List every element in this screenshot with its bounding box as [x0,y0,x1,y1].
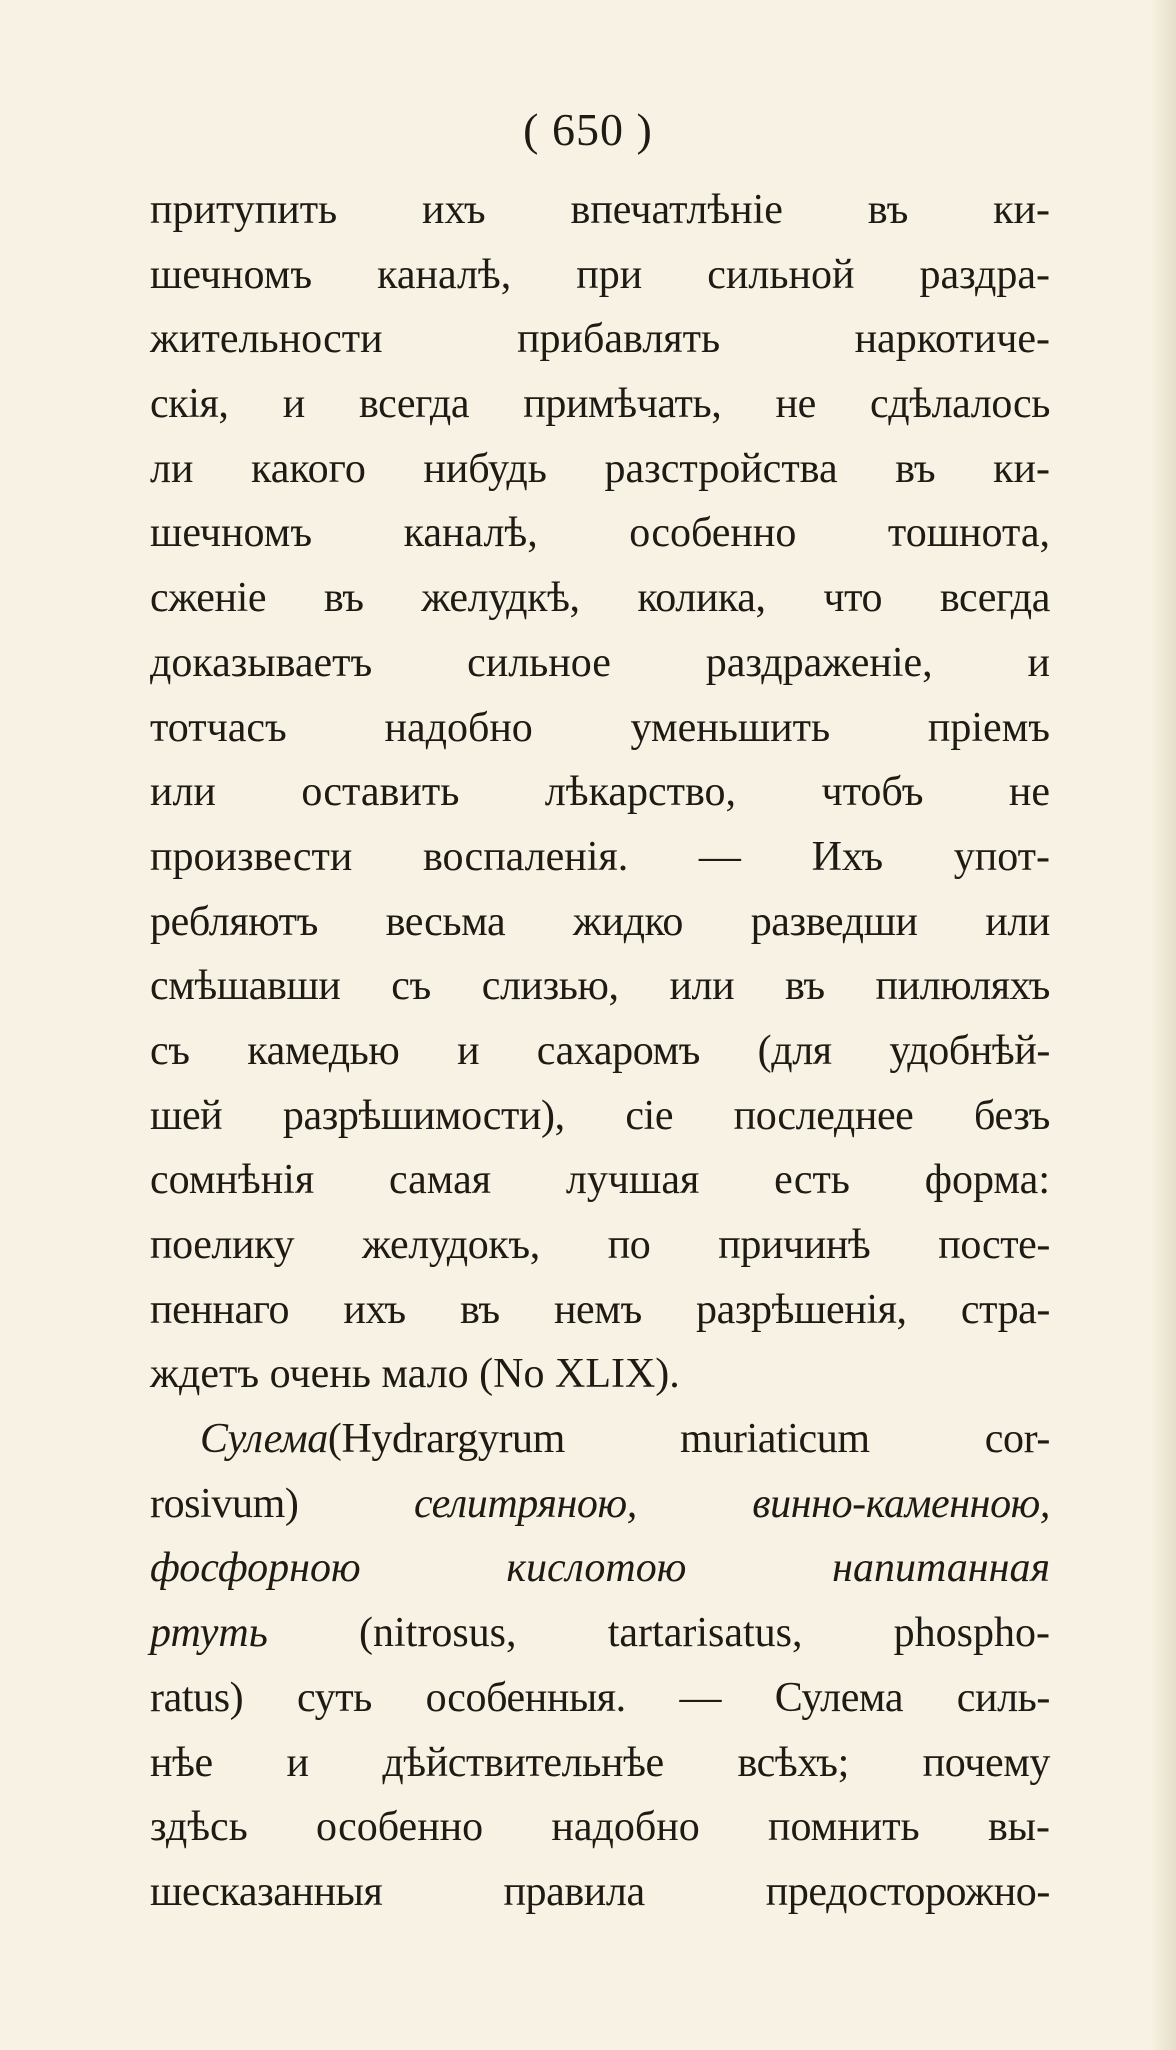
text-line: съ камедью и сахаромъ (для удобнѣй- [150,1027,1050,1074]
text-line: фосфорною кислотою напитанная [150,1545,1050,1592]
page-number: ( 650 ) [523,104,653,155]
latin-forms: (nitrosus, tartarisatus, phospho- [359,1610,1051,1657]
salt-types: селитряною, винно-каменною, [413,1480,1050,1527]
text-line: доказываетъ сильное раздраженіе, и [150,639,1050,686]
text-line: шечномъ каналѣ, особенно тошнота, [150,510,1050,557]
text-line: смѣшавши съ слизью, или въ пилюляхъ [150,963,1050,1010]
text-line [150,1601,1050,1666]
text-line: скія, и всегда примѣчать, не сдѣлалось [150,381,1050,428]
text-line: шесказанныя правила предосторожно- [150,1868,1050,1915]
text-line: сомнѣнія самая лучшая есть форма: [150,1157,1050,1204]
text-line: тотчасъ надобно уменьшить пріемъ [150,704,1050,751]
text-line: притупить ихъ впечатлѣніе въ ки- [150,187,1050,233]
text-line: ждетъ очень мало (No XLIX). [150,1351,680,1398]
text-line: произвести воспаленія. — Ихъ упот- [150,833,1050,880]
text-line: нѣе и дѣйствительнѣе всѣхъ; почему [150,1739,1050,1786]
latin-name-end: rosivum) [150,1480,299,1527]
text-line: сженіе въ желудкѣ, колика, что всегда [150,575,1050,622]
text-line: шей разрѣшимости), сіе последнее безъ [150,1092,1050,1139]
text-line [150,1472,1050,1537]
page-edge-shadow [1150,0,1176,2050]
text-line: поелику желудокъ, по причинѣ посте- [150,1222,1050,1268]
text-line: или оставить лѣкарство, чтобъ не [150,769,1050,816]
text-line: шечномъ каналѣ, при сильной раздра- [150,251,1050,298]
text-line: ratus) суть особенныя. — Сулема силь- [150,1674,1050,1721]
term-sulema: Сулема [200,1416,328,1463]
text-line [150,1407,1050,1472]
text-line: ребляютъ весьма жидко разведши или [150,898,1050,945]
text-line: жительности прибавлять наркотиче- [150,316,1050,363]
latin-name: (Hydrargyrum muriaticum cor- [327,1416,1050,1463]
text-line: здѣсь особенно надобно помнить вы- [150,1804,1050,1851]
text-line: пеннаго ихъ въ немъ разрѣшенія, стра- [150,1286,1050,1333]
term-rtut: ртуть [150,1610,268,1657]
text-line: ли какого нибудь разстройства въ ки- [150,445,1050,492]
body-text [150,178,1050,1925]
